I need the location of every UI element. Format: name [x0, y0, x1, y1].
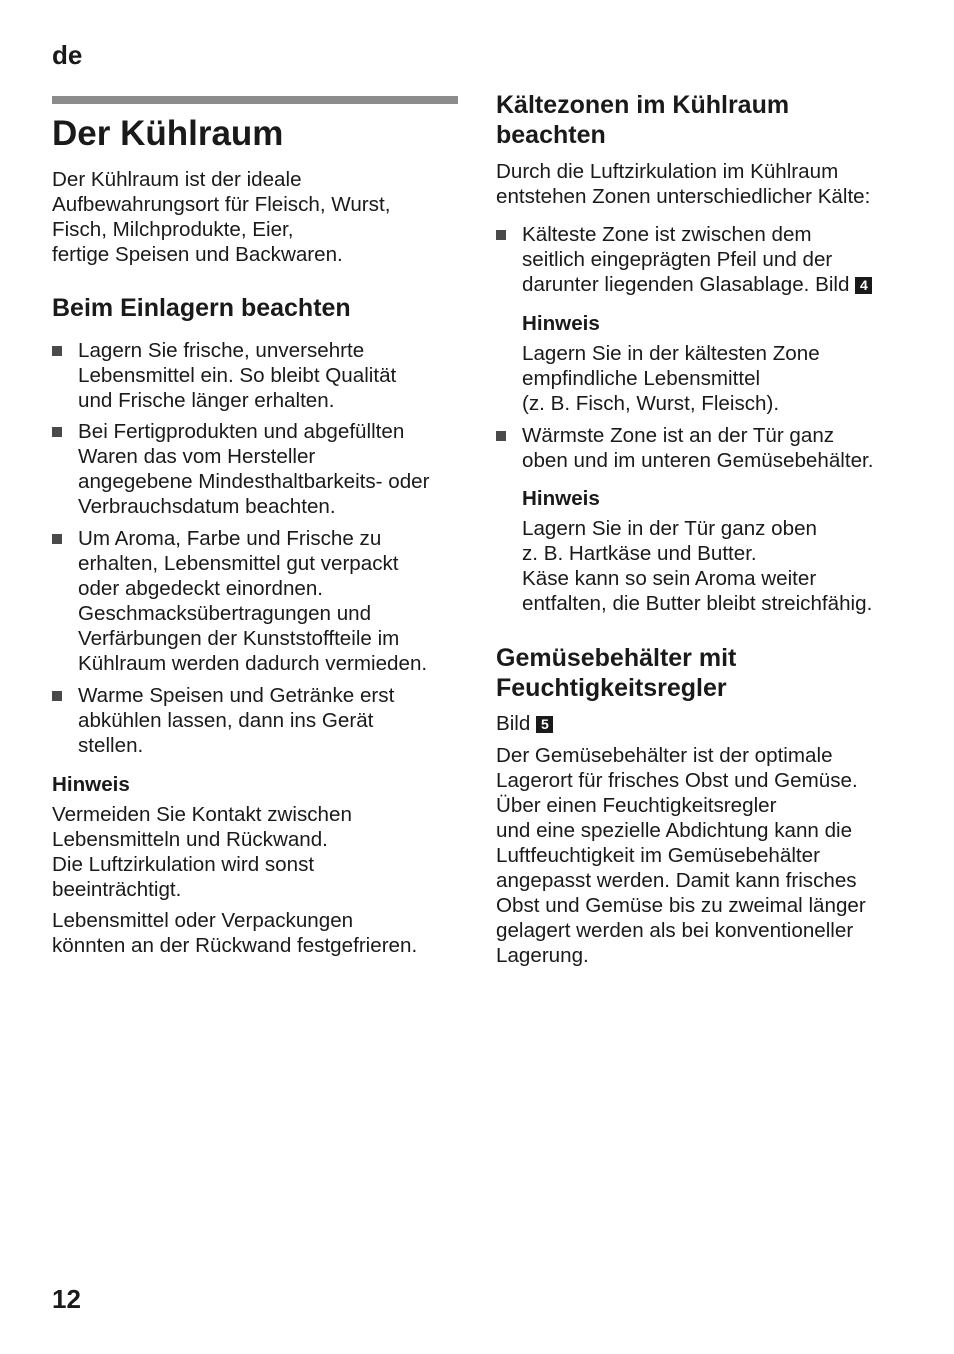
- figure-reference-badge: 5: [536, 716, 553, 733]
- figure-reference-badge: 4: [855, 277, 872, 294]
- section-heading-einlagern: Beim Einlagern beachten: [52, 294, 351, 322]
- bullet-square-icon: [52, 346, 62, 356]
- bullet-square-icon: [52, 534, 62, 544]
- list-item-text: Um Aroma, Farbe und Frische zu erhalten, Lebensmittel gut verpackt oder abgedeckt einordnen. Geschmacksübertragungen und Verfärbungen der Kunststoffteile im Kühlraum werden dadurch vermieden.: [78, 527, 428, 675]
- note-text: Lagern Sie in der kältesten Zone empfindliche Lebensmittel (z. B. Fisch, Wurst, Fleisch).: [522, 342, 820, 415]
- bullet-square-icon: [52, 427, 62, 437]
- list-item-text: Warme Speisen und Getränke erst abkühlen lassen, dann ins Gerät stellen.: [78, 684, 395, 757]
- section-heading-kaeltezonen: Kältezonen im Kühlraum beachten: [496, 91, 790, 149]
- bullet-square-icon: [52, 691, 62, 701]
- bullet-square-icon: [496, 431, 506, 441]
- kaeltezonen-intro: Durch die Luftzirkulation im Kühlraum entstehen Zonen unterschiedlicher Kälte:: [496, 160, 871, 208]
- language-tag: de: [52, 40, 83, 70]
- note-label: Hinweis: [52, 773, 130, 796]
- figure-reference: Bild 5: [496, 711, 553, 736]
- section-heading-gemuesebehaelter: Gemüsebehälter mit Feuchtigkeitsregler: [496, 644, 737, 702]
- list-item: [496, 423, 916, 473]
- note-text-2: Lebensmittel oder Verpackungen könnten an der Rückwand festgefrieren.: [52, 909, 418, 957]
- bullet-square-icon: [496, 230, 506, 240]
- list-item: [52, 419, 462, 519]
- note-label: Hinweis: [522, 487, 600, 510]
- intro-paragraph: Der Kühlraum ist der ideale Aufbewahrungsort für Fleisch, Wurst, Fisch, Milchprodukte, Eier, fertige Speisen und Backwaren.: [52, 168, 391, 266]
- list-item-text: Kälteste Zone ist zwischen dem seitlich eingeprägten Pfeil und der darunter liegenden Glasablage. Bild 4: [522, 222, 916, 297]
- page-number: 12: [52, 1284, 81, 1314]
- gemuesebehaelter-text: Der Gemüsebehälter ist der optimale Lagerort für frisches Obst und Gemüse. Über einen Feuchtigkeitsregler und eine spezielle Abdichtung kann die Luftfeuchtigkeit im Gemüsebehälter angepasst werden. Damit kann frisches Obst und Gemüse bis zu zweimal länger gelagert werden als bei konventioneller Lagerung.: [496, 744, 866, 967]
- list-item: [52, 683, 462, 758]
- title-rule: [52, 96, 458, 104]
- list-item-text: Wärmste Zone ist an der Tür ganz oben und im unteren Gemüsebehälter.: [522, 424, 874, 472]
- list-item-text: Lagern Sie frische, unversehrte Lebensmittel ein. So bleibt Qualität und Frische länger erhalten.: [78, 339, 397, 412]
- note-label: Hinweis: [522, 312, 600, 335]
- list-item: [496, 222, 916, 297]
- note-text: Vermeiden Sie Kontakt zwischen Lebensmitteln und Rückwand. Die Luftzirkulation wird sonst beeinträchtigt.: [52, 803, 352, 901]
- page-title: Der Kühlraum: [52, 114, 284, 153]
- note-text: Lagern Sie in der Tür ganz oben z. B. Hartkäse und Butter. Käse kann so sein Aroma weiter entfalten, die Butter bleibt streichfähig.: [522, 517, 873, 615]
- list-item-text: Bei Fertigprodukten und abgefüllten Waren das vom Hersteller angegebene Mindesthaltbarkeits- oder Verbrauchsdatum beachten.: [78, 420, 430, 518]
- list-item: [52, 526, 462, 676]
- list-item: [52, 338, 462, 413]
